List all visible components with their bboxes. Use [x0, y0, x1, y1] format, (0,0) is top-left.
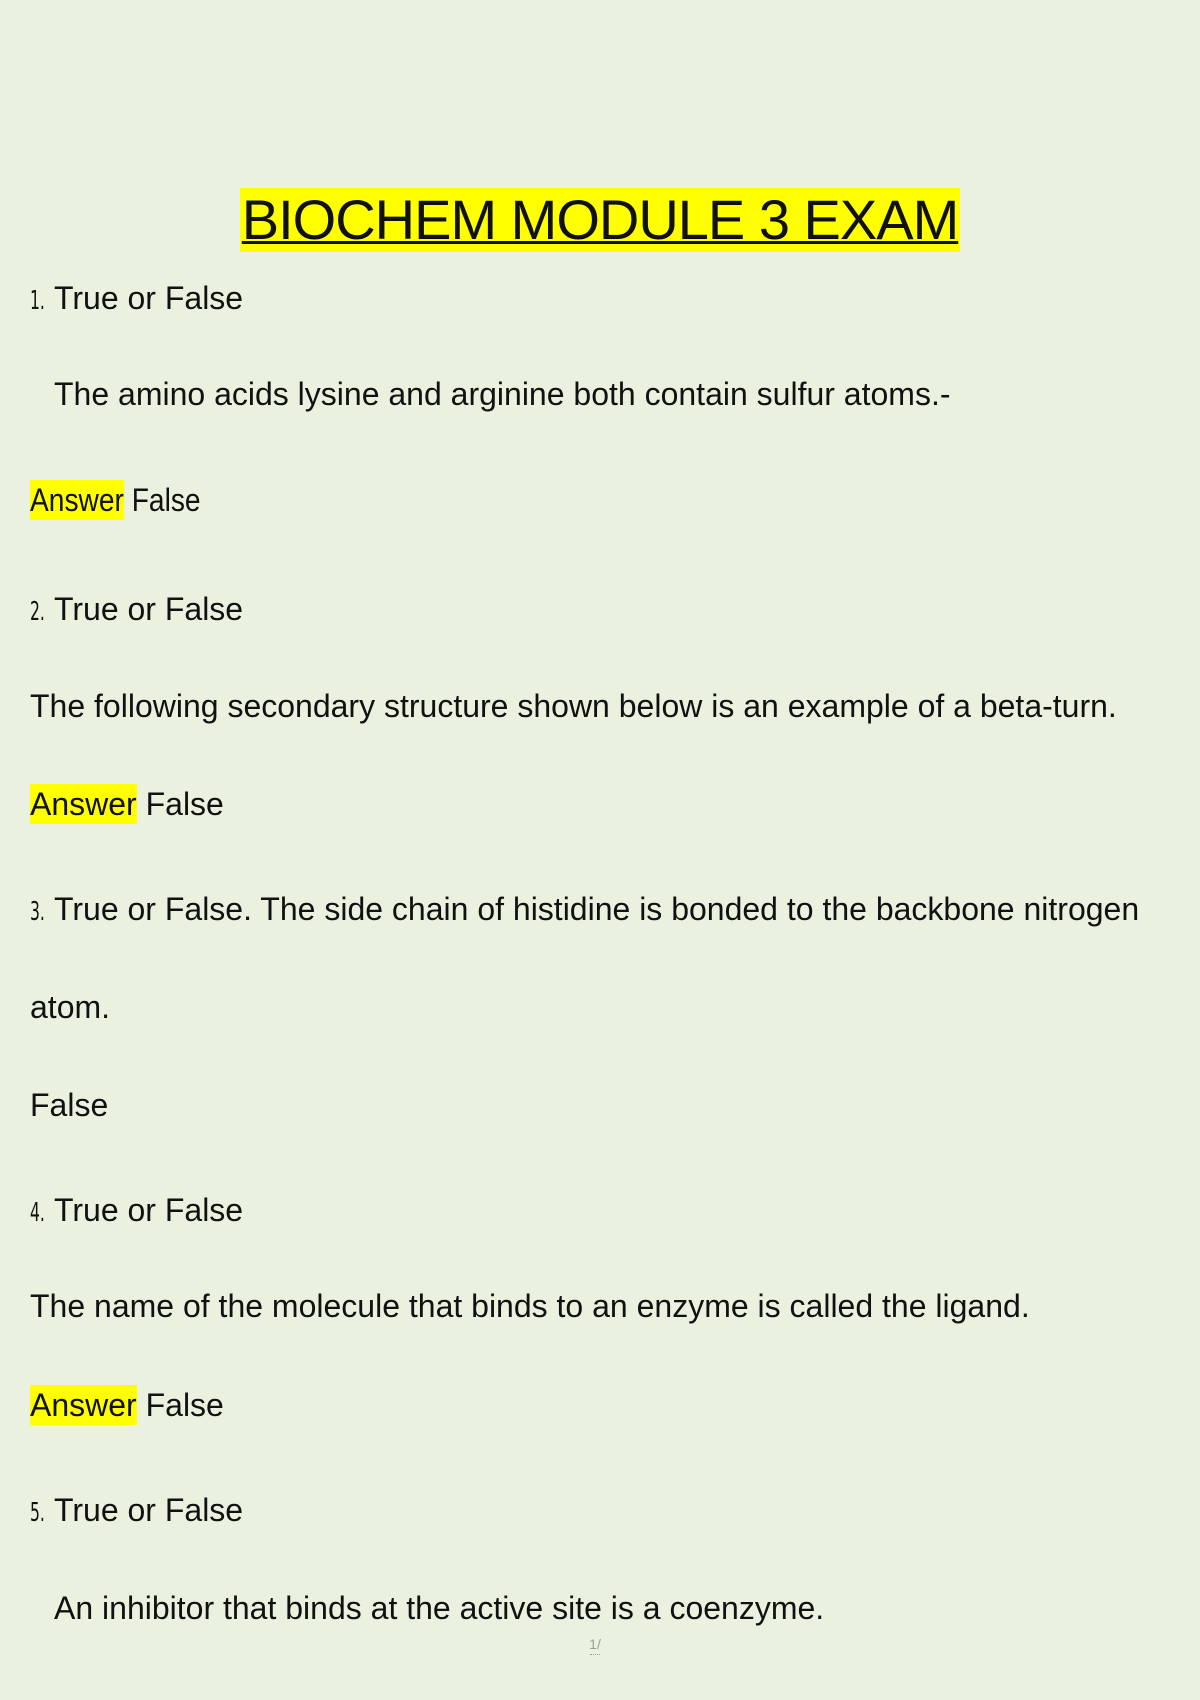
question-4-text: The name of the molecule that binds to an enzyme is called the ligand. — [30, 1288, 1030, 1324]
question-3-text-continued: atom. — [30, 989, 111, 1025]
question-header-text: True or False — [54, 280, 244, 316]
question-1-answer — [30, 480, 224, 520]
question-header-text: True or False — [54, 591, 244, 627]
answer-value: False — [131, 482, 201, 518]
answer-value: False — [145, 786, 224, 822]
question-number: 5. — [30, 1498, 45, 1528]
question-4-answer — [30, 1385, 224, 1425]
question-2-header — [30, 589, 243, 632]
question-header-text: True or False — [54, 1492, 244, 1528]
question-5-header — [30, 1490, 243, 1533]
question-header-text: True or False. The side chain of histidine is bonded to the backbone nitrogen — [54, 891, 1140, 927]
answer-value: False — [145, 1387, 224, 1423]
document-title: BIOCHEM MODULE 3 EXAM — [241, 188, 959, 251]
question-2-answer — [30, 784, 224, 824]
question-3-answer: False — [30, 1087, 109, 1123]
question-4-header — [30, 1190, 243, 1233]
question-number: 4. — [30, 1198, 45, 1228]
question-1-text: The amino acids lysine and arginine both contain sulfur atoms.- — [54, 376, 951, 412]
question-3-header — [30, 889, 1139, 932]
question-2-text: The following secondary structure shown below is an example of a beta-turn. — [30, 688, 1117, 724]
answer-label: Answer — [30, 786, 137, 822]
question-1-header — [30, 278, 243, 321]
question-number: 1. — [30, 286, 45, 316]
title-wrap — [0, 188, 1200, 252]
page-number-text: 1/ — [589, 1636, 601, 1652]
question-number: 2. — [30, 597, 45, 627]
page-number-rule — [590, 1654, 600, 1655]
question-5-text: An inhibitor that binds at the active site is a coenzyme. — [54, 1590, 825, 1626]
question-number: 3. — [30, 897, 45, 927]
question-header-text: True or False — [54, 1192, 244, 1228]
page-number — [580, 1636, 610, 1655]
answer-label: Answer — [30, 482, 124, 518]
answer-label: Answer — [30, 1387, 137, 1423]
